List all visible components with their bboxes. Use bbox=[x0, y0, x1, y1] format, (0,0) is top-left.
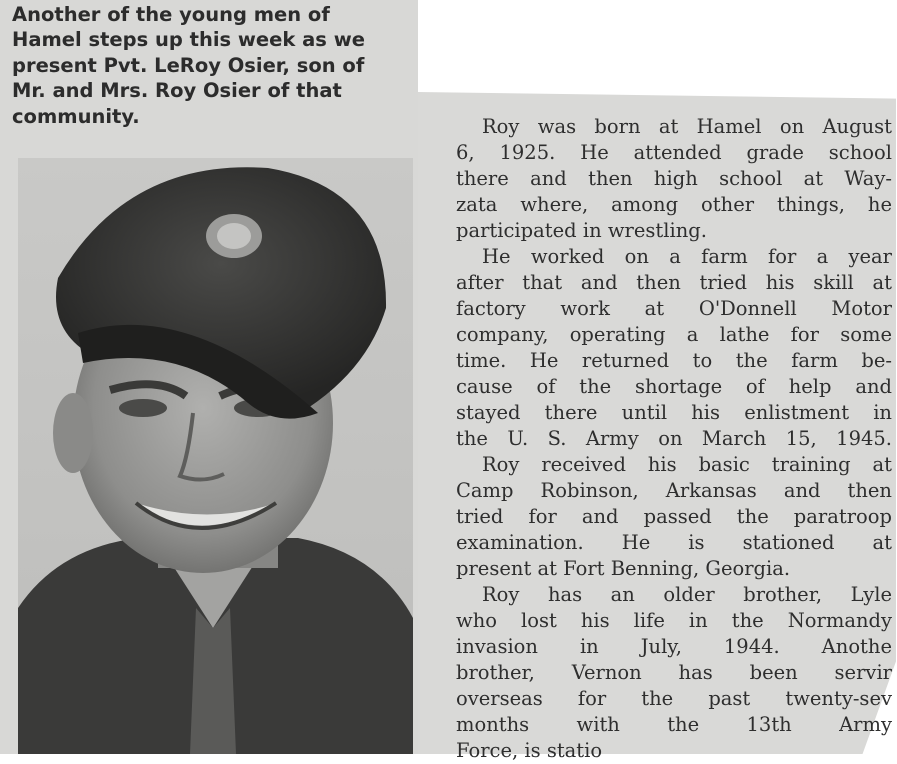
soldier-portrait-image bbox=[18, 158, 413, 754]
article-body bbox=[456, 114, 892, 764]
article-line: Camp Robinson, Arkansas and then bbox=[456, 479, 892, 502]
article-line: the U. S. Army on March 15, 1945. bbox=[456, 427, 892, 450]
article-line: Roy has an older brother, Lyle bbox=[482, 583, 892, 606]
article-line: 6, 1925. He attended grade school bbox=[456, 141, 892, 164]
article-line: participated in wrestling. bbox=[456, 219, 707, 242]
article-line: stayed there until his enlistment in bbox=[456, 401, 892, 424]
article-line: there and then high school at Way- bbox=[456, 167, 892, 190]
intro-paragraph bbox=[12, 2, 416, 129]
intro-line: Mr. and Mrs. Roy Osier of that bbox=[12, 79, 342, 103]
article-line: who lost his life in the Normandy bbox=[456, 609, 892, 632]
intro-line: Hamel steps up this week as we bbox=[12, 28, 365, 52]
article-line: after that and then tried his skill at bbox=[456, 271, 892, 294]
article-line: tried for and passed the paratroop bbox=[456, 505, 892, 528]
intro-line: community. bbox=[12, 104, 140, 128]
intro-line: present Pvt. LeRoy Osier, son of bbox=[12, 53, 365, 77]
article-line: He worked on a farm for a year bbox=[482, 245, 892, 268]
article-line: time. He returned to the farm be- bbox=[456, 349, 892, 372]
article-line: company, operating a lathe for some bbox=[456, 323, 892, 346]
article-line: overseas for the past twenty-sev bbox=[456, 687, 892, 710]
article-line: invasion in July, 1944. Anothe bbox=[456, 635, 892, 658]
article-line: Roy was born at Hamel on August bbox=[482, 115, 892, 138]
article-line: examination. He is stationed at bbox=[456, 531, 892, 554]
article-line: months with the 13th Army bbox=[456, 713, 892, 736]
article-line: zata where, among other things, he bbox=[456, 193, 892, 216]
article-line: factory work at O'Donnell Motor bbox=[456, 297, 892, 320]
article-line: brother, Vernon has been servir bbox=[456, 661, 892, 684]
portrait-photo bbox=[18, 158, 413, 754]
article-line: cause of the shortage of help and bbox=[456, 375, 892, 398]
intro-line: Another of the young men of bbox=[12, 3, 330, 26]
article-line: Roy received his basic training at bbox=[482, 453, 892, 476]
article-line: present at Fort Benning, Georgia. bbox=[456, 557, 791, 580]
article-line: Force, is statio bbox=[456, 739, 603, 762]
